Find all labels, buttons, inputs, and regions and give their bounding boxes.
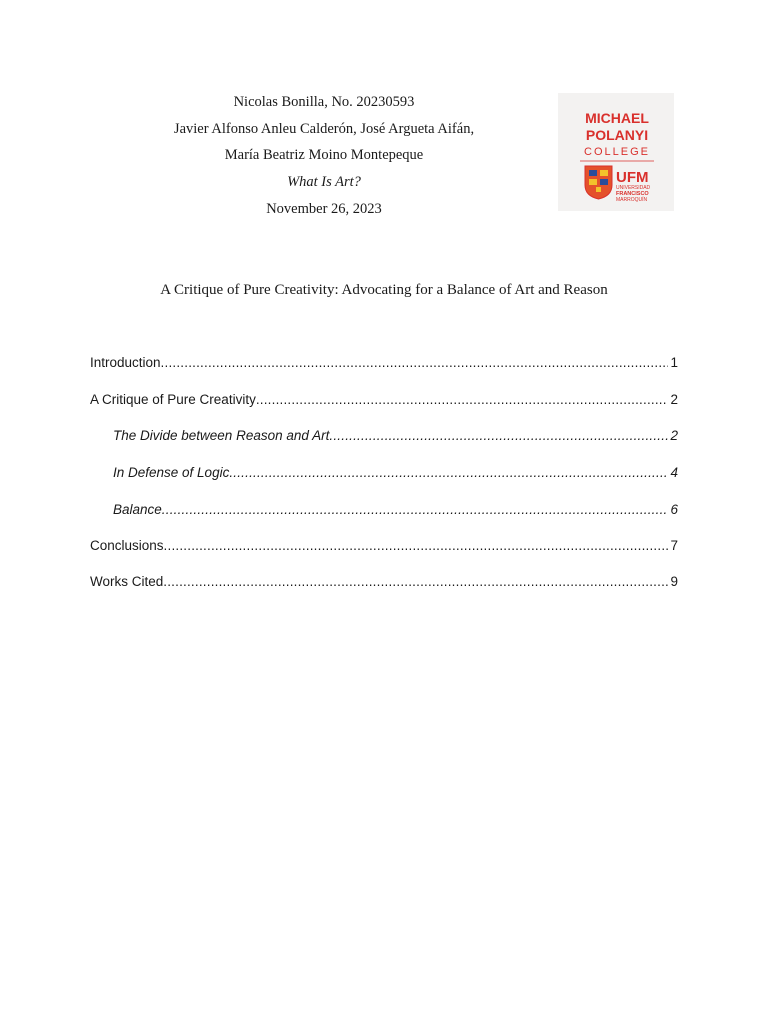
author-line-3: María Beatriz Moino Montepeque: [224, 147, 424, 164]
logo-text-universidad: UNIVERSIDAD: [616, 185, 651, 191]
toc-entry-page: 9: [670, 574, 678, 589]
toc-entry-divide[interactable]: [113, 426, 678, 446]
toc-entry-page: 6: [670, 502, 678, 517]
author-header: [124, 92, 524, 225]
document-title: A Critique of Pure Creativity: Advocating for a Balance of Art and Reason: [160, 282, 608, 298]
toc-entry-label: Works Cited: [90, 574, 164, 589]
logo-text-ufm: UFM: [616, 169, 649, 186]
toc-entry-defense-of-logic[interactable]: [113, 463, 678, 483]
ufm-shield-icon: [585, 166, 612, 199]
toc-entry-works-cited[interactable]: [90, 572, 678, 592]
college-logo-graphic: [558, 93, 674, 211]
toc-dot-leader: [162, 500, 669, 520]
toc-entry-label: A Critique of Pure Creativity: [90, 392, 256, 407]
toc-entry-page: 2: [670, 392, 678, 407]
toc-entry-page: 7: [670, 538, 678, 553]
author-line-1: Nicolas Bonilla, No. 20230593: [233, 94, 415, 110]
logo-text-michael: MICHAEL: [585, 110, 649, 126]
course-name: What Is Art?: [287, 174, 361, 191]
toc-dot-leader: [256, 390, 669, 410]
toc-entry-label: The Divide between Reason and Art: [113, 428, 330, 443]
toc-entry-label: Conclusions: [90, 538, 164, 553]
toc-entry-page: 1: [670, 355, 678, 370]
logo-text-francisco: FRANCISCO: [616, 191, 649, 197]
toc-entry-page: 4: [670, 465, 678, 480]
toc-entry-critique[interactable]: [90, 390, 678, 410]
toc-entry-balance[interactable]: [113, 500, 678, 520]
toc-dot-leader: [329, 426, 668, 446]
author-line-2: Javier Alfonso Anleu Calderón, José Argueta Aifán,: [173, 120, 475, 137]
toc-dot-leader: [163, 572, 668, 592]
toc-entry-label: Introduction: [90, 355, 161, 370]
college-logo: [558, 93, 674, 211]
document-date: November 26, 2023: [266, 200, 382, 217]
toc-entry-introduction[interactable]: [90, 353, 678, 373]
toc-entry-label: In Defense of Logic: [113, 465, 230, 480]
toc-dot-leader: [161, 353, 669, 373]
logo-text-polanyi: POLANYI: [585, 127, 649, 143]
toc-dot-leader: [229, 463, 668, 483]
toc-entry-page: 2: [670, 428, 678, 443]
logo-text-marroquin: MARROQUÍN: [616, 197, 648, 203]
logo-text-college: COLLEGE: [584, 146, 650, 158]
toc-entry-label: Balance: [113, 502, 162, 517]
toc-dot-leader: [164, 536, 669, 556]
toc-entry-conclusions[interactable]: [90, 536, 678, 556]
